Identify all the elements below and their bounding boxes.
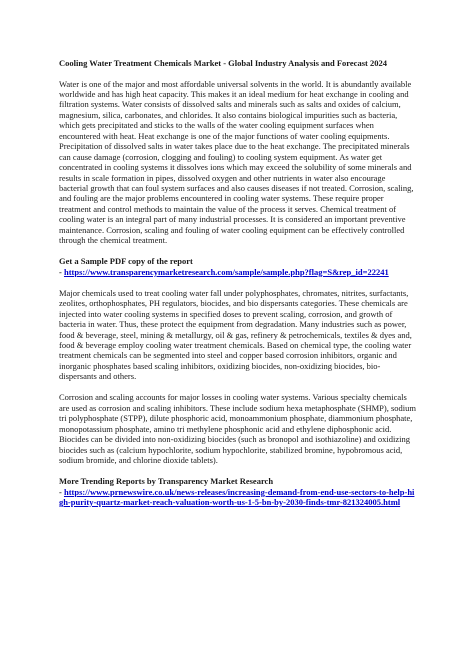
- link-dash: -: [59, 486, 64, 497]
- trending-reports-heading: More Trending Reports by Transparency Market Research: [59, 476, 274, 486]
- link-dash: -: [59, 266, 64, 277]
- sample-report-heading: Get a Sample PDF copy of the report: [59, 256, 193, 267]
- corrosion-paragraph: Corrosion and scaling accounts for major losses in cooling water systems. Various specialty chemicals are used as corrosion and scaling inhibitors. These include sodium hexa metaphosphate (SHMP), sodium tri polyphosphate (STPP), dilute phosphoric acid, monoammonium phosphate, diammonium phosphate, monopotassium phosphate, amino tri methylene phosphonic acid and ethylene diphosphonic acid. Biocides can be divided into non-oxidizing biocides (such as bronopol and isothiazoline) and oxidizing biocides such as (calcium hypochlorite, sodium hypochlorite, stabilized bromine, hypobromous acid, sodium bromide, and chlorine dioxide tablets).: [59, 392, 417, 466]
- sample-report-link-line: [59, 267, 416, 278]
- trending-reports-section: [59, 476, 416, 508]
- sample-report-link[interactable]: https://www.transparencymarketresearch.com/sample/sample.php?flag=S&rep_id=22241: [63, 266, 389, 277]
- document-title: Cooling Water Treatment Chemicals Market - Global Industry Analysis and Forecast 2024: [59, 58, 387, 68]
- trending-report-link[interactable]: https://www.prnewswire.co.uk/news-releases/increasing-demand-from-end-use-sectors-to-help-high-purity-quartz-market-reach-valuation-worth-us-1-5-bn-by-2030-finds-tmr-821324005.html: [59, 486, 415, 507]
- trending-reports-link-line: [59, 487, 416, 508]
- intro-paragraph: Water is one of the major and most affordable universal solvents in the world. It is abundantly available worldwide and has high heat capacity. This makes it an ideal medium for heat exchange in cooling and filtration systems. Water consists of dissolved salts and minerals such as salts and oxides of calcium, magnesium, silica, carbonates, and chlorides. It also contains biological impurities such as bacteria, which gets precipitated and sticks to the walls of the water cooling equipment surfaces when encountered with heat. Heat exchange is one of the major functions of water cooling equipments. Precipitation of dissolved salts in water takes place due to the heat exchange. The precipitated minerals can cause damage (corrosion, clogging and fouling) to cooling system equipment. As water get concentrated in cooling systems it dissolves ions which may exceed the solubility of some minerals and results in scale formation in pipes, dissolved oxygen and other nutrients in water also encourage bacterial growth that can foul system surfaces and also causes diseases if not treated. Corrosion, scaling, and fouling are the major problems encountered in cooling water systems. These require proper treatment and control methods to maintain the value of the process it serves. Chemical treatment of cooling water is an integral part of many industrial processes. It is considered an important preventive maintenance. Corrosion, scaling and fouling of water cooling equipment can be effectively controlled through the chemical treatment.: [59, 78, 414, 246]
- sample-report-section: [59, 256, 416, 277]
- document-page: [59, 58, 416, 518]
- chemicals-paragraph: Major chemicals used to treat cooling water fall under polyphosphates, chromates, nitrites, surfactants, zeolites, orthophosphates, PH regulators, biocides, and bio dispersants categories. These chemicals are injected into water cooling systems in specified doses to prevent scaling, corrosion, and growth of bacteria in water. Thus, these protect the equipment from degradation. Many industries such as power, food & beverage, steel, mining & metallurgy, oil & gas, refinery & petrochemicals, textiles & dyes and, food & beverage employ cooling water treatment chemicals. Based on chemical type, the cooling water treatment chemicals can be segmented into steel and copper based corrosion inhibitors, organic and inorganic phosphates based scaling inhibitors, oxidizing biocides, non-oxidizing biocides, bio-dispersants and others.: [59, 287, 412, 382]
